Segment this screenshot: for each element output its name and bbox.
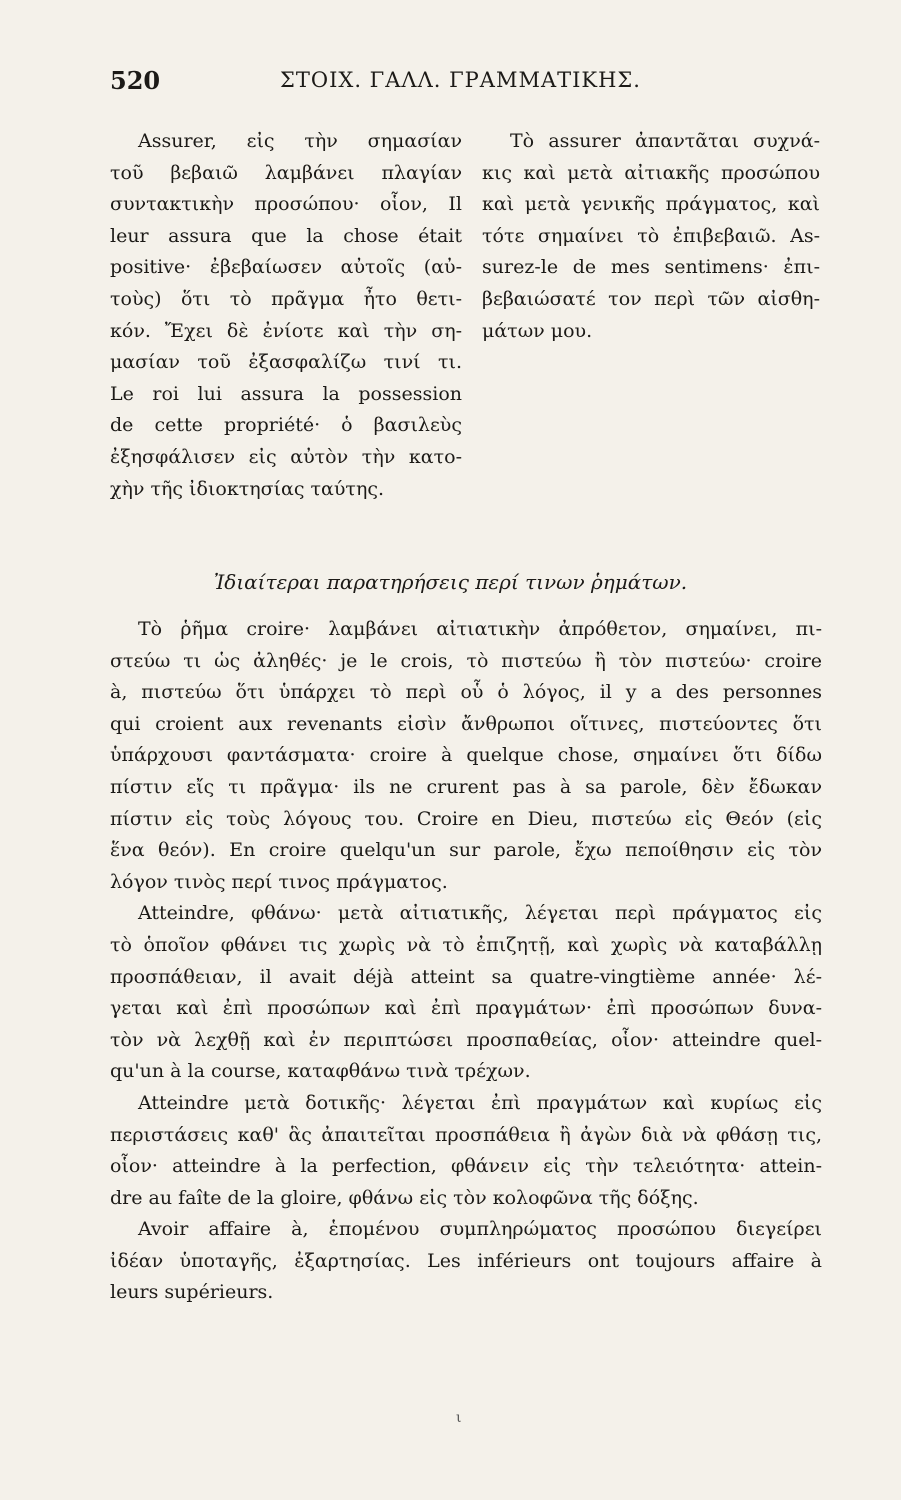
body-line: τὸ ὁποῖον φθάνει τις χωρὶς νὰ τὸ ἐπιζητῇ, καὶ χωρὶς νὰ καταβάλλῃ	[110, 933, 822, 956]
right-column-line: κις καὶ μετὰ αἰτιακῆς προσώπου	[482, 161, 820, 184]
body-line: λόγον τινὸς περί τινος πράγματος.	[110, 870, 448, 893]
body-line: Avoir affaire à, ἑπομένου συμπληρώματος προσώπου διεγείρει	[138, 1218, 822, 1241]
left-column-line: κόν. Ἔχει δὲ ἐνίοτε καὶ τὴν ση-	[110, 319, 462, 342]
body-line: οἷον· atteindre à la perfection, φθάνειν εἰς τὴν τελειότητα· attein-	[110, 1155, 822, 1178]
left-column-line: positive· ἐβεβαίωσεν αὐτοῖς (αὐ-	[110, 256, 462, 279]
body-line: πίστιν εἰς τοὺς λόγους του. Croire en Dieu, πιστεύω εἰς Θεόν (εἰς	[110, 807, 822, 830]
body-line: ἕνα θεόν). En croire quelqu'un sur parole, ἔχω πεποίθησιν εἰς τὸν	[110, 839, 822, 862]
body-line: τὸν νὰ λεχθῇ καὶ ἐν περιπτώσει προσπαθείας, οἷον· atteindre quel-	[110, 1028, 822, 1051]
right-column	[482, 126, 820, 347]
body-line: leurs supérieurs.	[110, 1281, 274, 1304]
body-line: dre au faîte de la gloire, φθάνω εἰς τὸν κολοφῶνα τῆς δόξης.	[110, 1186, 699, 1209]
right-column-line: Τὸ assurer ἀπαντᾶται συχνά-	[510, 130, 820, 152]
body-line: Τὸ ῥῆμα croire· λαμβάνει αἰτιατικὴν ἀπρόθετον, σημαίνει, πι-	[138, 618, 822, 640]
left-column-line: τοὺς) ὅτι τὸ πρᾶγμα ἦτο θετι-	[110, 287, 462, 310]
body-line: qui croient aux revenants εἰσὶν ἄνθρωποι οἵτινες, πιστεύοντες ὅτι	[110, 712, 822, 735]
left-column-line: μασίαν τοῦ ἐξασφαλίζω τινί τι.	[110, 351, 462, 374]
body-line: περιστάσεις καθ' ἃς ἀπαιτεῖται προσπάθεια ἢ ἀγὼν διὰ νὰ φθάσῃ τις,	[110, 1123, 822, 1146]
stray-mark: ι	[456, 1410, 462, 1426]
left-column-line: leur assura que la chose était	[110, 224, 462, 247]
left-column	[110, 126, 462, 505]
body-text	[110, 614, 822, 1309]
right-column-line: καὶ μετὰ γενικῆς πράγματος, καὶ	[482, 193, 820, 216]
page-number: 520	[110, 66, 161, 95]
left-column-line: χὴν τῆς ἰδιοκτησίας ταύτης.	[110, 477, 385, 500]
body-line: προσπάθειαν, il avait déjà atteint sa quatre-vingtième année· λέ-	[110, 965, 822, 988]
body-line: Atteindre, φθάνω· μετὰ αἰτιατικῆς, λέγεται περὶ πράγματος εἰς	[138, 902, 822, 925]
left-column-line: τοῦ βεβαιῶ λαμβάνει πλαγίαν	[110, 161, 462, 184]
body-line: γεται καὶ ἐπὶ προσώπων καὶ ἐπὶ πραγμάτων· ἐπὶ προσώπων δυνα-	[110, 997, 822, 1020]
left-column-line: συντακτικὴν προσώπου· οἷον, Il	[110, 193, 462, 216]
right-column-line: μάτων μου.	[482, 319, 593, 342]
left-column-line: de cette propriété· ὁ βασιλεὺς	[110, 414, 462, 437]
right-column-line: surez-le de mes sentimens· ἐπι-	[482, 256, 820, 279]
body-line: ἰδέαν ὑποταγῆς, ἐξαρτησίας. Les inférieurs ont toujours affaire à	[110, 1249, 822, 1272]
left-column-line: ἐξησφάλισεν εἰς αὐτὸν τὴν κατο-	[110, 445, 462, 468]
body-line: à, πιστεύω ὅτι ὑπάρχει τὸ περὶ οὗ ὁ λόγος, il y a des personnes	[110, 681, 822, 704]
right-column-line: βεβαιώσατέ τον περὶ τῶν αἰσθη-	[482, 287, 820, 310]
right-column-line: τότε σημαίνει τὸ ἐπιβεβαιῶ. As-	[482, 224, 820, 247]
running-title: ΣΤΟΙΧ. ΓΑΛΛ. ΓΡΑΜΜΑΤΙΚΗΣ.	[280, 68, 641, 92]
body-line: πίστιν εἴς τι πρᾶγμα· ils ne crurent pas à sa parole, δὲν ἔδωκαν	[110, 775, 822, 798]
body-line: Atteindre μετὰ δοτικῆς· λέγεται ἐπὶ πραγμάτων καὶ κυρίως εἰς	[138, 1091, 822, 1114]
body-line: qu'un à la course, καταφθάνω τινὰ τρέχων.	[110, 1060, 531, 1083]
body-line: στεύω τι ὡς ἀληθές· je le crois, τὸ πιστεύω ἢ τὸν πιστεύω· croire	[110, 649, 822, 672]
page-header	[110, 66, 820, 106]
left-column-line: Assurer, εἰς τὴν σημασίαν	[138, 130, 462, 152]
section-heading: Ἰδιαίτεραι παρατηρήσεις περί τινων ῥημάτων.	[213, 570, 688, 594]
left-column-line: Le roi lui assura la possession	[110, 382, 462, 405]
body-line: ὑπάρχουσι φαντάσματα· croire à quelque chose, σημαίνει ὅτι δίδω	[110, 744, 822, 767]
